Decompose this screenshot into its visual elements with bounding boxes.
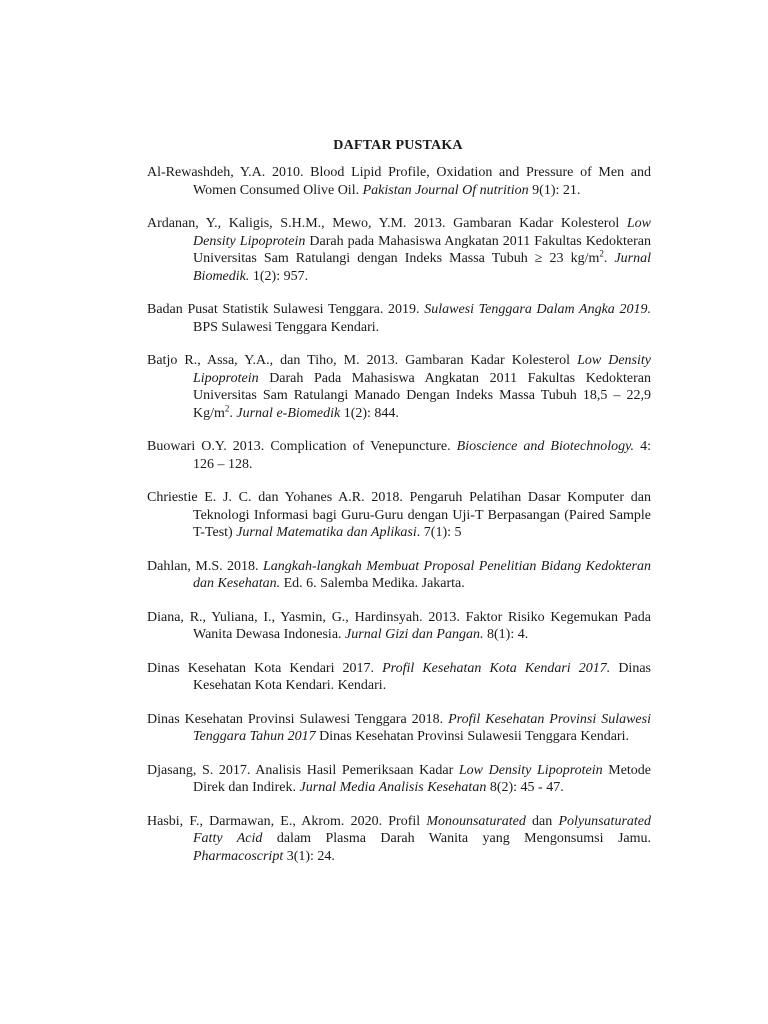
reference-text: Dinas Kesehatan Provinsi Sulawesii Tenggara Kendari.: [315, 729, 629, 744]
reference-text: Buowari O.Y. 2013. Complication of Venepuncture.: [147, 439, 457, 454]
reference-entry: [147, 301, 651, 336]
italic-text: Pharmacoscript: [193, 848, 284, 864]
reference-list: [147, 164, 651, 881]
reference-text: 9(1): 21.: [528, 182, 581, 198]
reference-text: Dinas Kesehatan Kota Kendari. Kendari.: [193, 660, 651, 693]
reference-entry: [147, 558, 651, 593]
page-title: DAFTAR PUSTAKA: [333, 138, 463, 153]
reference-text: .: [603, 251, 615, 266]
italic-text: Bioscience and Biotechnology.: [456, 439, 635, 454]
italic-text: Low Density Lipoprotein: [193, 216, 651, 249]
reference-text: Metode Direk dan Indirek.: [193, 762, 652, 795]
reference-text: Badan Pusat Statistik Sulawesi Tenggara. 2019.: [147, 302, 425, 317]
italic-text: Low Density Lipoprotein: [193, 353, 652, 386]
italic-text: Jurnal e-Biomedik: [236, 405, 341, 421]
reference-text: 8(1): 4.: [483, 627, 529, 642]
italic-text: Jurnal Matematika dan Aplikasi: [236, 525, 417, 540]
reference-entry: [147, 164, 651, 199]
reference-text: Dinas Kesehatan Kota Kendari 2017.: [147, 660, 383, 676]
reference-entry: [147, 762, 651, 797]
italic-text: Jurnal Media Analisis Kesehatan: [299, 780, 487, 795]
reference-entry: [147, 609, 651, 644]
reference-entry: [147, 215, 651, 285]
reference-entry: [147, 813, 651, 866]
reference-entry: [147, 711, 651, 746]
reference-text: Ed. 6. Salemba Medika. Jakarta.: [280, 576, 465, 591]
reference-text: Diana, R., Yuliana, I., Yasmin, G., Hardinsyah. 2013. Faktor Risiko Kegemukan Pada Wanita Dewasa Indonesia.: [147, 609, 651, 642]
reference-entry: [147, 352, 651, 422]
italic-text: Monounsaturated: [426, 813, 526, 829]
reference-text: Chriestie E. J. C. dan Yohanes A.R. 2018. Pengaruh Pelatihan Dasar Komputer dan Teknologi Informasi bagi Guru-Guru dengan Uji-T Berpasangan (Paired Sample T-Test): [147, 490, 651, 540]
italic-text: Profil Kesehatan Kota Kendari 2017.: [382, 660, 611, 676]
reference-entry: [147, 438, 651, 473]
reference-text: 4: 126 – 128.: [193, 439, 651, 472]
reference-text: 1(2): 844.: [340, 405, 399, 421]
superscript: 2: [224, 402, 230, 413]
reference-text: 3(1): 24.: [283, 848, 335, 864]
italic-text: Jurnal Biomedik.: [193, 251, 652, 284]
reference-entry: [147, 660, 651, 695]
italic-text: Profil Kesehatan Provinsi Sulawesi Tenggara Tahun 2017: [193, 711, 651, 744]
italic-text: Sulawesi Tenggara Dalam Angka 2019.: [424, 302, 651, 317]
reference-text: 8(2): 45 - 47.: [486, 780, 564, 795]
reference-text: Batjo R., Assa, Y.A., dan Tiho, M. 2013. Gambaran Kadar Kolesterol: [147, 353, 578, 368]
reference-text: Darah pada Mahasiswa Angkatan 2011 Fakultas Kedokteran Universitas Sam Ratulangi dengan Indeks Massa Tubuh ≥ 23 kg/m: [193, 233, 651, 266]
italic-text: Langkah-langkah Membuat Proposal Penelitian Bidang Kedokteran dan Kesehatan.: [193, 558, 651, 591]
reference-text: . 7(1): 5: [416, 525, 462, 540]
italic-text: Pakistan Journal Of nutrition: [362, 182, 529, 198]
reference-text: Darah Pada Mahasiswa Angkatan 2011 Fakultas Kedokteran Universitas Sam Ratulangi Manado Dengan Indeks Massa Tubuh 18,5 – 22,9 Kg/m: [193, 370, 651, 421]
superscript: 2: [599, 248, 604, 259]
reference-text: dalam Plasma Darah Wanita yang Mengonsumsi Jamu.: [262, 831, 651, 846]
reference-text: .: [229, 405, 237, 421]
reference-text: Ardanan, Y., Kaligis, S.H.M., Mewo, Y.M. 2013. Gambaran Kadar Kolesterol: [147, 216, 627, 231]
reference-text: BPS Sulawesi Tenggara Kendari.: [193, 319, 380, 335]
italic-text: Low Density Lipoprotein: [458, 762, 603, 778]
reference-text: Djasang, S. 2017. Analisis Hasil Pemeriksaan Kadar: [147, 762, 459, 778]
reference-entry: [147, 489, 651, 542]
italic-text: Jurnal Gizi dan Pangan.: [345, 627, 484, 642]
italic-text: Polyunsaturated Fatty Acid: [193, 813, 651, 846]
reference-text: Al-Rewashdeh, Y.A. 2010. Blood Lipid Profile, Oxidation and Pressure of Men and Women Consumed Olive Oil.: [147, 165, 651, 198]
reference-text: dan: [525, 813, 559, 829]
reference-text: Dinas Kesehatan Provinsi Sulawesi Tenggara 2018.: [147, 711, 449, 727]
reference-text: Hasbi, F., Darmawan, E., Akrom. 2020. Profil: [147, 813, 427, 829]
reference-text: Dahlan, M.S. 2018.: [147, 558, 263, 574]
reference-text: 1(2): 957.: [249, 268, 309, 284]
